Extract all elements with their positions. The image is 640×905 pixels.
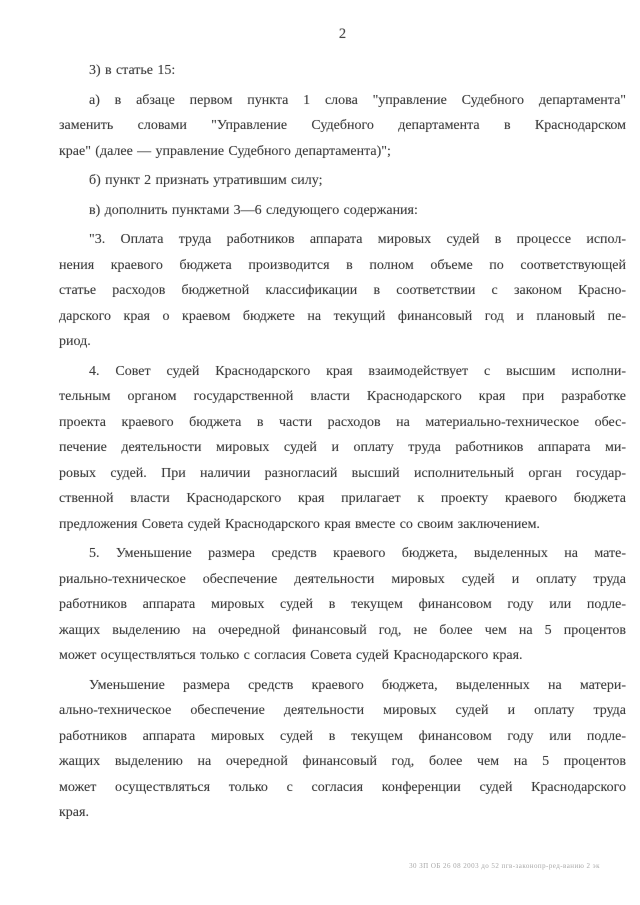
text-line: работников аппарата мировых судей в текущем финансовом году или подле- (59, 728, 626, 744)
footer-registration-stamp: 30 ЗП ОБ 26 08 2003 до 52 пгв-законопр-ред-ванию 2 эк (409, 862, 600, 870)
paragraph (59, 198, 626, 224)
paragraph (59, 541, 626, 669)
paragraph (59, 88, 626, 165)
text-line: 5. Уменьшение размера средств краевого бюджета, выделенных на мате- (89, 546, 626, 561)
text-line: печение деятельности мировых судей и оплату труда работников аппарата ми- (59, 440, 626, 455)
text-line: Уменьшение размера средств краевого бюджета, выделенных на матери- (89, 677, 626, 693)
paragraph (59, 168, 626, 194)
page-number: 2 (338, 26, 347, 42)
text-line: жащих выделению на очередной финансовый год, не более чем на 5 процентов (59, 622, 626, 638)
text-line: 3) в статье 15: (89, 63, 176, 78)
paragraph (59, 673, 626, 826)
text-line: жащих выделению на очередной финансовый год, более чем на 5 процентов (59, 754, 626, 769)
text-line: дарского края о краевом бюджете на текущий финансовый год и плановый пе- (59, 308, 626, 324)
text-line: а) в абзаце первом пункта 1 слова "управление Судебного департамента" (89, 92, 626, 108)
text-line: крае" (далее — управление Судебного департамента)"; (59, 143, 391, 159)
text-line: б) пункт 2 признать утратившим силу; (89, 173, 323, 188)
text-line: нения краевого бюджета производится в полном объеме по соответствующей (59, 257, 626, 273)
text-line: может осуществляться только с согласия конференции судей Краснодарского (59, 779, 626, 795)
text-line: ственной власти Краснодарского края прилагает к проекту краевого бюджета (59, 491, 626, 506)
text-line: 4. Совет судей Краснодарского края взаимодействует с высшим исполни- (89, 363, 626, 379)
text-line: тельным органом государственной власти Краснодарского края при разработке (59, 389, 626, 404)
text-line: проекта краевого бюджета в части расходов на материально-техническое обес- (59, 414, 626, 430)
text-line: работников аппарата мировых судей в текущем финансовом году или подле- (59, 597, 626, 612)
text-line: статье расходов бюджетной классификации в соответствии с законом Красно- (59, 283, 626, 298)
text-line: в) дополнить пунктами 3—6 следующего содержания: (89, 202, 418, 218)
document-body (59, 58, 626, 826)
text-line: края. (59, 805, 89, 820)
text-line: может осуществляться только с согласия Совета судей Краснодарского края. (59, 648, 523, 663)
text-line: риод. (59, 334, 91, 349)
text-line: риально-техническое обеспечение деятельности мировых судей и оплату труда (59, 571, 626, 587)
paragraph (59, 58, 626, 84)
text-line: предложения Совета судей Краснодарского края вместе со своим заключением. (59, 516, 540, 532)
paragraph (59, 227, 626, 355)
text-line: заменить словами "Управление Судебного департамента в Краснодарском (59, 118, 626, 133)
text-line: "3. Оплата труда работников аппарата мировых судей в процессе испол- (89, 232, 626, 247)
text-line: ровых судей. При наличии разногласий высший исполнительный орган государ- (59, 465, 626, 481)
text-line: ально-техническое обеспечение деятельности мировых судей и оплату труда (59, 703, 626, 718)
paragraph (59, 359, 626, 538)
